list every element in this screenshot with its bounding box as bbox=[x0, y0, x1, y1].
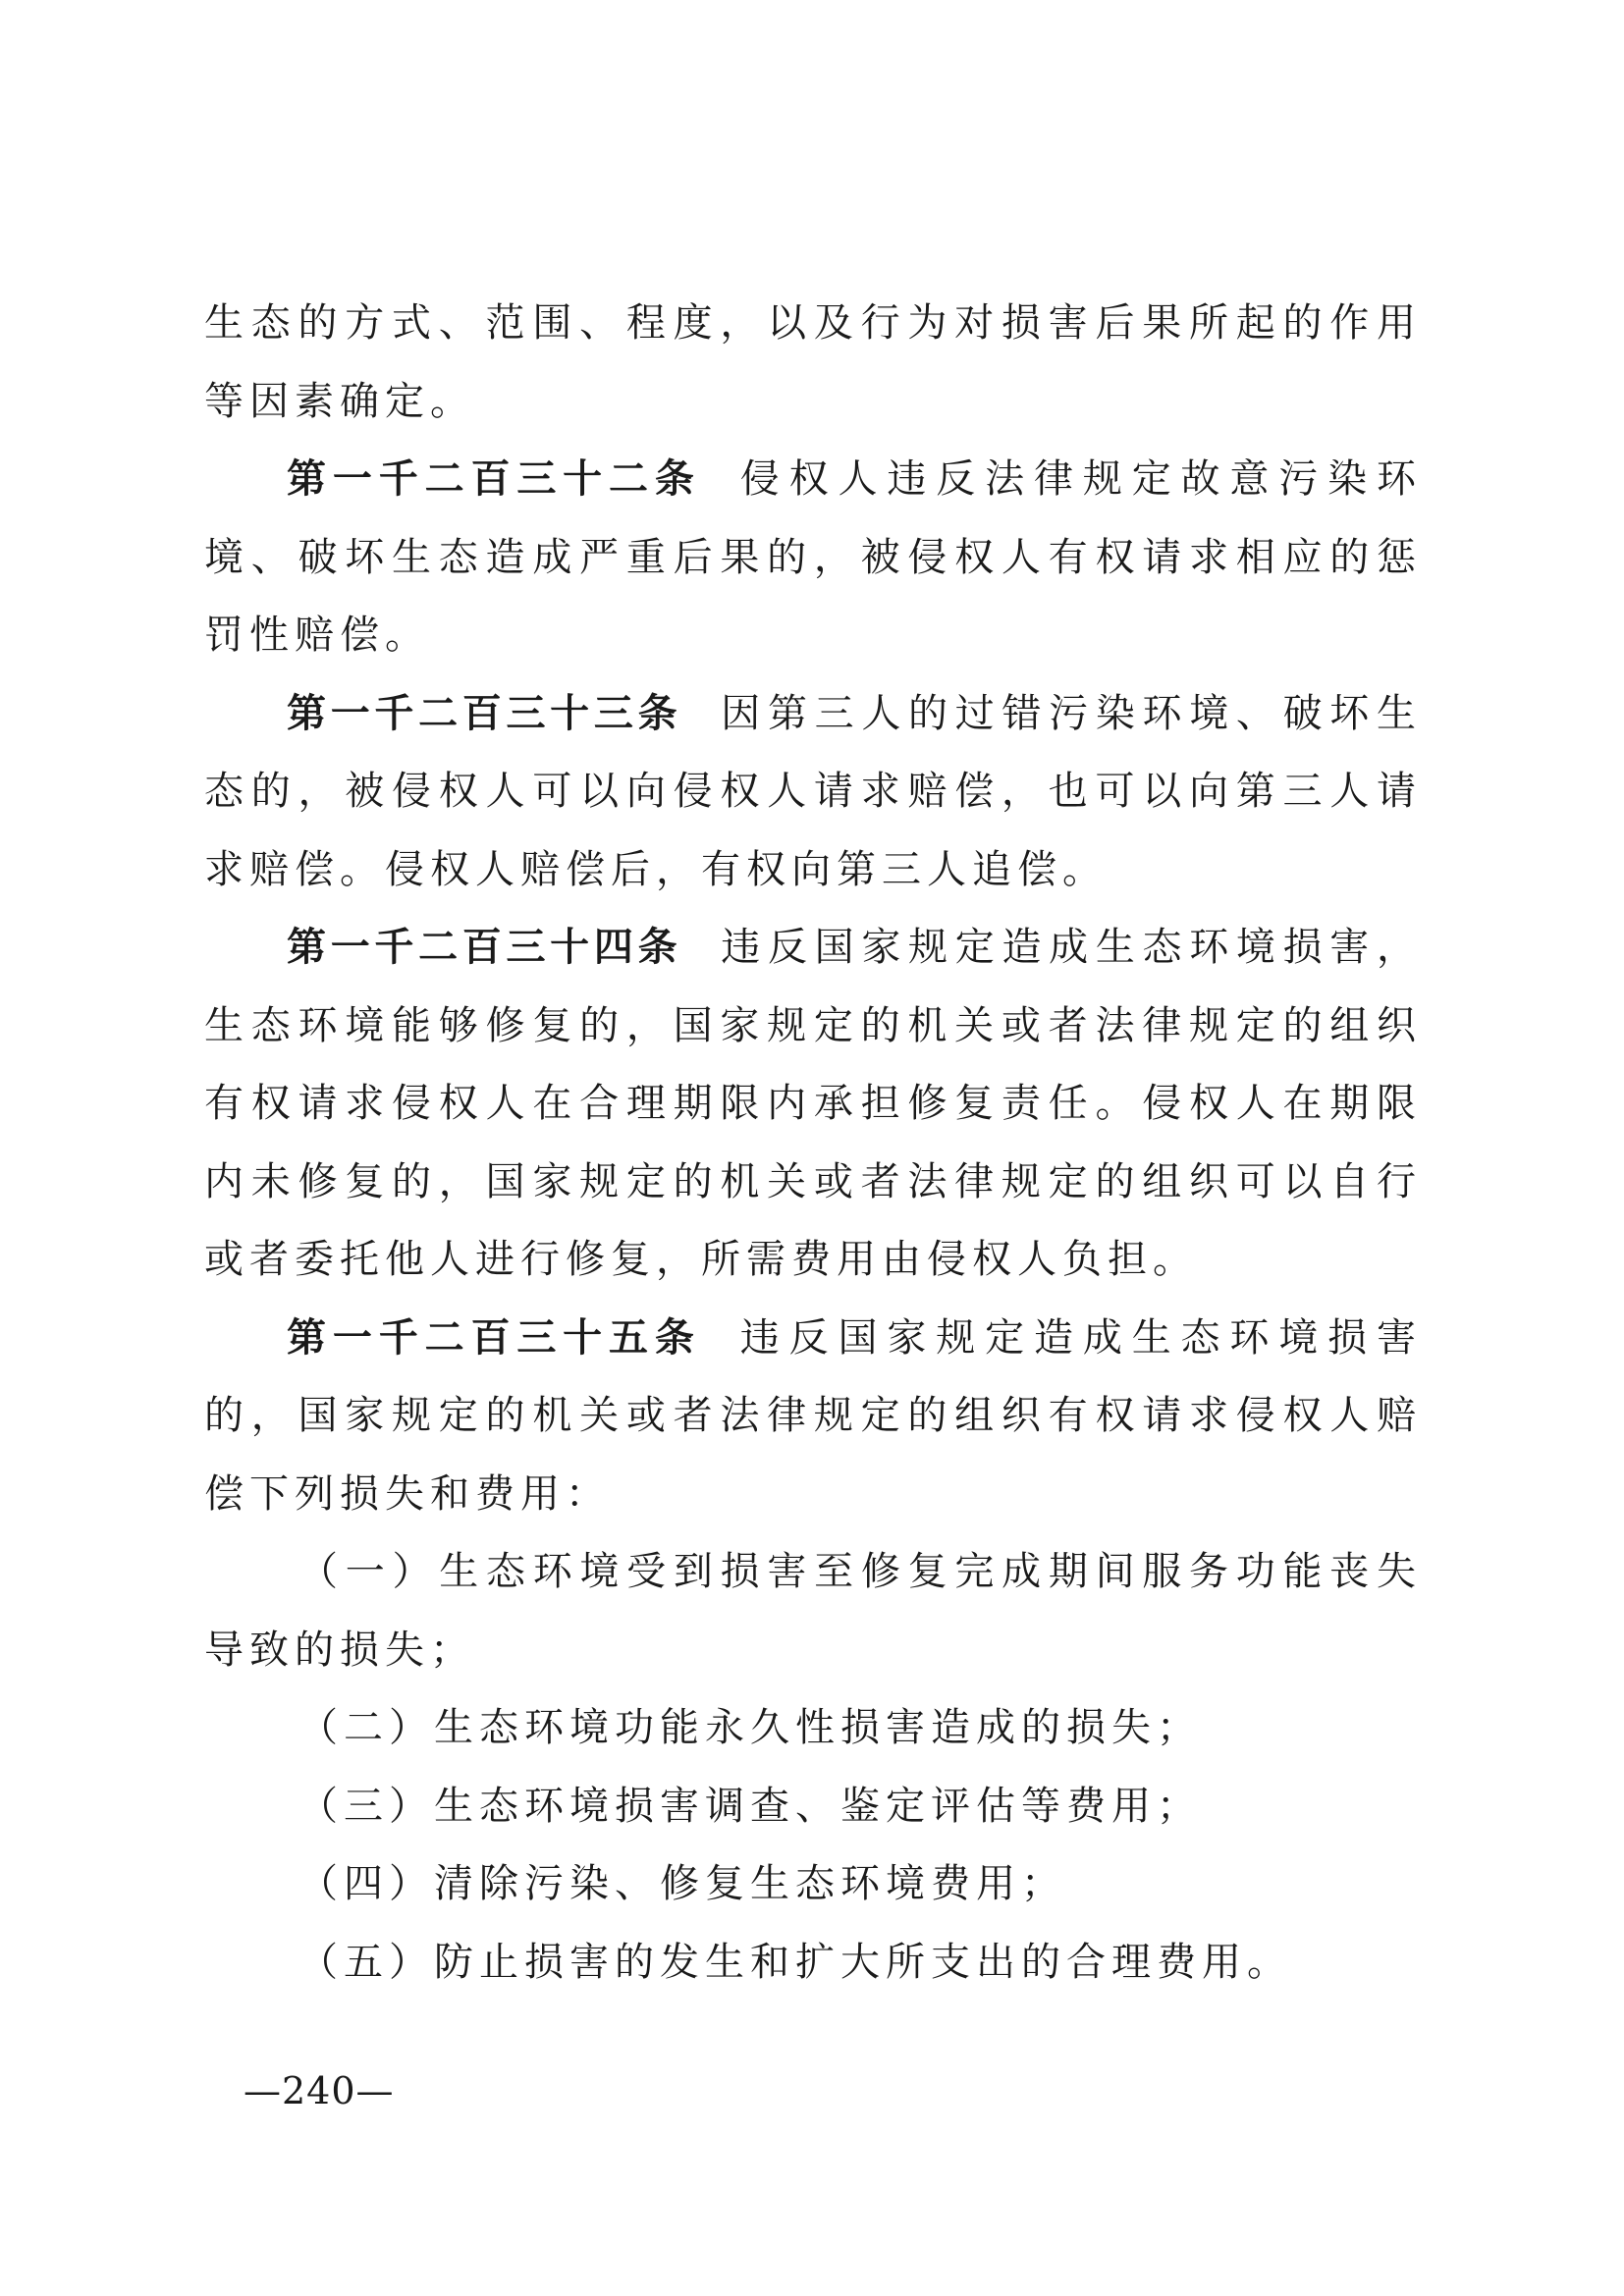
article-heading: 第一千二百三十三条 bbox=[287, 690, 682, 736]
page-number: —240— bbox=[244, 2069, 395, 2112]
article-1234 bbox=[204, 909, 1422, 1300]
article-text: 违反国家规定造成生态环境损害的，国家规定的机关或者法律规定的组织有权请求侵权人赔偿下列损失和费用： bbox=[204, 1314, 1423, 1517]
article-text: 违反国家规定造成生态环境损害，生态环境能够修复的，国家规定的机关或者法律规定的组织有权请求侵权人在合理期限内承担修复责任。侵权人在期限内未修复的，国家规定的机关或者法律规定的组织可以自行或者委托他人进行修复，所需费用由侵权人负担。 bbox=[204, 925, 1423, 1282]
article-1233 bbox=[204, 675, 1422, 910]
article-heading: 第一千二百三十五条 bbox=[287, 1314, 701, 1361]
list-item-4: （四）清除污染、修复生态环境费用； bbox=[298, 1861, 1066, 1906]
article-text: 因第三人的过错污染环境、破坏生态的，被侵权人可以向侵权人请求赔偿，也可以向第三人请求赔偿。侵权人赔偿后，有权向第三人追偿。 bbox=[204, 690, 1423, 892]
article-1235 bbox=[204, 1300, 1422, 1534]
paragraph-continuation: 生态的方式、范围、程度，以及行为对损害后果所起的作用等因素确定。 bbox=[204, 300, 1422, 424]
list-item-1: （一）生态环境受到损害至修复完成期间服务功能丧失导致的损失； bbox=[204, 1549, 1422, 1673]
list-item-3: （三）生态环境损害调查、鉴定评估等费用； bbox=[298, 1783, 1202, 1829]
document-body bbox=[204, 285, 1422, 2002]
article-text: 侵权人违反法律规定故意污染环境、破坏生态造成严重后果的，被侵权人有权请求相应的惩罚性赔偿。 bbox=[204, 456, 1423, 658]
article-heading: 第一千二百三十四条 bbox=[287, 925, 682, 970]
article-1232 bbox=[204, 441, 1422, 675]
list-item-2: （二）生态环境功能永久性损害造成的损失； bbox=[298, 1705, 1202, 1750]
article-heading: 第一千二百三十二条 bbox=[287, 456, 701, 502]
list-item-5: （五）防止损害的发生和扩大所支出的合理费用。 bbox=[298, 1939, 1292, 1985]
